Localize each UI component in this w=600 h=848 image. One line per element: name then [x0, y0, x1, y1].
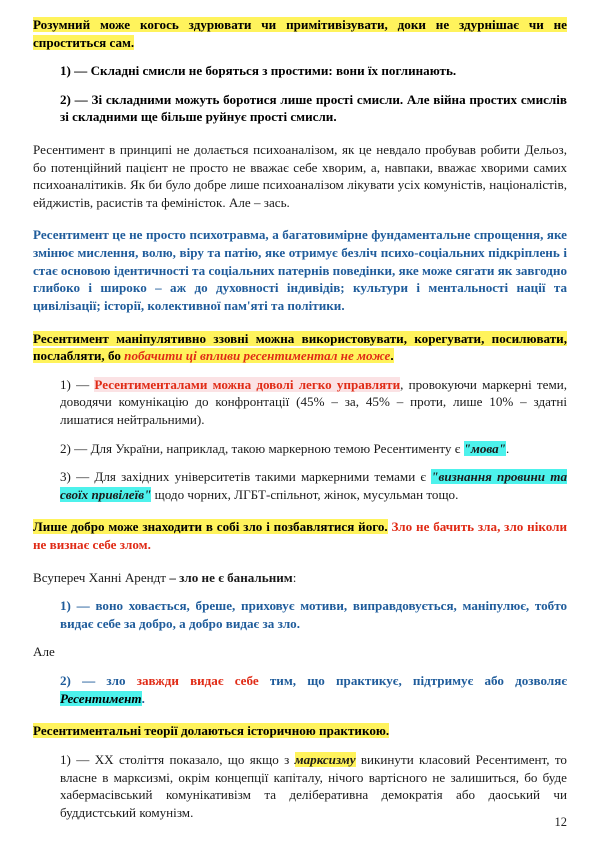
- list-evil-item-2-highlight: Ресентимент: [60, 690, 142, 706]
- list-markers-item-1: [33, 376, 567, 429]
- list-markers-item-2-text-after: .: [505, 440, 510, 456]
- paragraph-arendt-after: :: [292, 569, 297, 585]
- list-meanings-item-2-text: Зі складними можуть боротися лише прості смисли. Але війна простих смислів зі складними ще більше руйнує прості смисли.: [60, 91, 567, 125]
- list-meanings-item-2-marker: 2) —: [60, 91, 88, 107]
- list-marxism-item-1-highlight: марксизму: [294, 751, 356, 767]
- list-markers-item-1-marker: 1) —: [60, 376, 90, 392]
- list-markers-item-2-text-before: Для України, наприклад, такою маркерною темою Ресентименту є: [90, 440, 464, 456]
- paragraph-manipulation-red-italic: побачити ці впливи ресентиментал не може: [124, 348, 391, 364]
- list-marxism-item-1-marker: 1) —: [60, 751, 90, 767]
- list-markers-item-1-rest: , провокуючи маркерні теми, доводячи комунікацію до конфронтації (45% – за, 45% – проти, лише 10% – здатні лишатися нейтральними).: [60, 376, 568, 427]
- list-markers-item-2-marker: 2) —: [60, 440, 88, 456]
- list-meanings-item-1-text: Складні смисли не боряться з простими: вони їх поглинають.: [90, 63, 457, 79]
- paragraph-theories-highlighted: Ресентиментальні теорії долаються історичною практикою.: [33, 723, 390, 739]
- paragraph-resentment-definition: Ресентимент це не просто психотравма, а багатовимірне фундаментальне спрощення, яке змінює мислення, волю, віру та патію, яке отримує безліч психо-соціальних підкріплень і стає основою ідентичності та соціальних патернів поведінки, яке може сягати як завгодно глибоко і широко – аж до духовності індивідів; культури і ментальності нації та цивілізації; історії, колективної пам'яті та політики.: [33, 227, 567, 313]
- list-markers-item-2: [33, 440, 567, 458]
- list-meanings-item-1: [33, 62, 567, 80]
- list-markers-item-3-text-after: щодо чорних, ЛГБТ-спільнот, жінок, мусульман тощо.: [151, 486, 459, 502]
- paragraph-good-evil-highlighted: Лише добро може знаходити в собі зло і позбавлятися його.: [33, 519, 388, 535]
- list-meanings-item-2: [33, 91, 567, 126]
- paragraph-psychoanalysis: Ресентимент в принципі не долається психоаналізом, як це невдало пробував робити Дельоз, бо потенційний пацієнт не просто не вважає себе хворим, а, навпаки, вважає хворими самих психоаналітиків. Як би було добре лише психоаналізом лікувати усіх комуністів, націоналістів, ейджистів, расистів та феміністок. Але – зась.: [33, 142, 567, 210]
- list-marxism-item-1: [33, 751, 567, 821]
- list-meanings-item-1-marker: 1) —: [60, 63, 88, 79]
- paragraph-arendt-before: Всупереч Ханні Арендт: [33, 569, 170, 585]
- list-marxism-item-1-before: ХХ століття показало, що якщо з: [94, 751, 295, 767]
- list-evil-item-1-text: воно ховається, бреше, приховує мотиви, виправдовується, маніпулює, тобто видає себе за добро, а добро видає за зло.: [60, 598, 567, 631]
- paragraph-manipulation: [33, 330, 567, 365]
- list-evil-item-2-after: .: [141, 690, 145, 706]
- paragraph-manipulation-part-3: .: [390, 348, 394, 364]
- list-markers-item-3-highlight: "визнання провини та своїх привілеїв": [60, 469, 568, 502]
- heading-smart-person-text: Розумний може когось здурювати чи примітивізувати, доки не здурнішає чи не спроститься сам.: [33, 17, 567, 50]
- paragraph-connector-ale: Але: [33, 644, 55, 660]
- list-evil-item-2-red: завжди видає себе: [136, 673, 259, 689]
- paragraph-manipulation-part-1: Ресентимент маніпулятивно ззовні можна використовувати, корегувати, посилювати, послабляти, бо: [33, 330, 567, 364]
- list-evil-item-2-marker: 2) —: [60, 673, 96, 689]
- list-markers-item-3-text-before: Для західних університетів такими маркерними темами є: [94, 469, 432, 485]
- list-marxism-item-1-after: викинути класовий Ресентимент, то власне в марксизмі, окрім концепції капіталу, нічого вартісного не залишиться, бо буде хабермасівський комунікативізм та деліберативна демократія або даоський чи буддистський комунізм.: [60, 751, 567, 820]
- list-evil-item-2-middle: тим, що практикує, підтримує або дозволяє: [258, 673, 567, 689]
- paragraph-good-evil-red: Зло не бачить зла, зло ніколи не визнає себе злом.: [33, 519, 567, 553]
- heading-smart-person: [33, 16, 567, 51]
- list-evil-item-1-marker: 1) —: [60, 598, 90, 614]
- list-evil-item-1: [33, 597, 567, 632]
- list-markers-item-2-highlight: "мова": [463, 440, 506, 456]
- page-number: 12: [554, 815, 567, 829]
- paragraph-arendt: [33, 569, 567, 587]
- paragraph-theories: [33, 722, 567, 740]
- list-evil-item-2-before: зло: [106, 673, 137, 689]
- paragraph-good-evil: [33, 518, 567, 553]
- paragraph-arendt-bold: – зло не є банальним: [169, 569, 293, 585]
- list-evil-item-2: [33, 672, 567, 707]
- list-markers-item-3: [33, 468, 567, 503]
- list-markers-item-3-marker: 3) —: [60, 469, 90, 485]
- list-markers-item-1-emphasis: Ресентименталами можна доволі легко управляти: [94, 376, 401, 392]
